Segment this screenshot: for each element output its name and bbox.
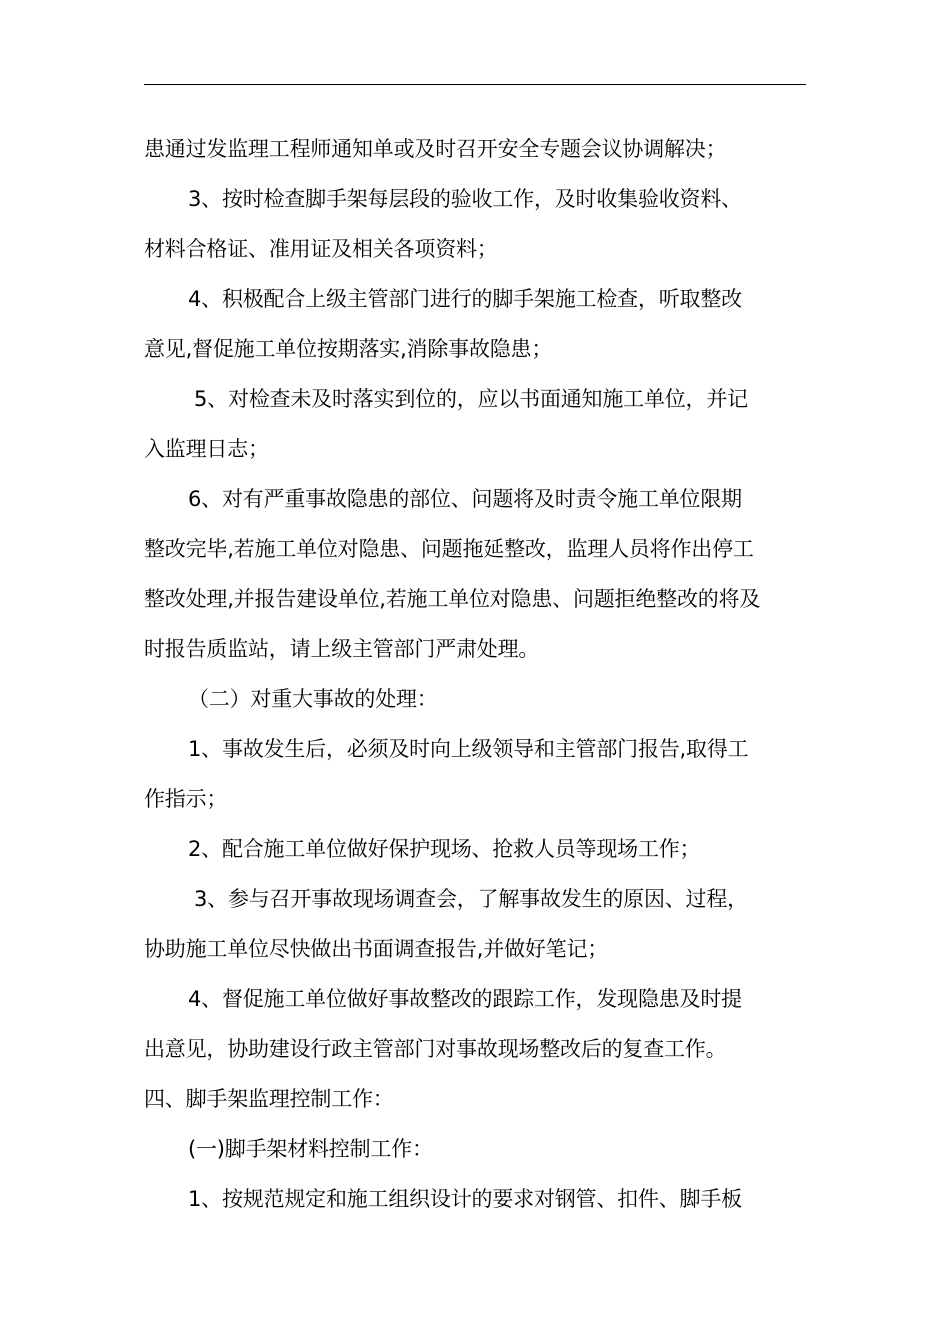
text-line: 患通过发监理工程师通知单或及时召开安全专题会议协调解决； (144, 137, 727, 161)
header-rule (144, 84, 806, 85)
section-heading: 四、脚手架监理控制工作： (144, 1087, 394, 1111)
text-line: 3、参与召开事故现场调查会，了解事故发生的原因、过程， (194, 887, 748, 911)
text-line: 6、对有严重事故隐患的部位、问题将及时责令施工单位限期 (188, 487, 742, 511)
text-line: 材料合格证、准用证及相关各项资料； (144, 237, 498, 261)
text-line: 2、配合施工单位做好保护现场、抢救人员等现场工作； (188, 837, 701, 861)
text-line: 1、按规范规定和施工组织设计的要求对钢管、扣件、脚手板 (188, 1187, 742, 1211)
text-line: 出意见，协助建设行政主管部门对事故现场整改后的复查工作。 (144, 1037, 727, 1061)
text-line: 1、事故发生后，必须及时向上级领导和主管部门报告,取得工 (188, 737, 749, 761)
subsection-heading: (一)脚手架材料控制工作： (188, 1137, 433, 1161)
text-line: 入监理日志； (144, 437, 269, 461)
text-line: 5、对检查未及时落实到位的，应以书面通知施工单位，并记 (194, 387, 748, 411)
document-body (144, 124, 808, 1224)
text-line: 整改处理,并报告建设单位,若施工单位对隐患、问题拒绝整改的将及 (144, 587, 761, 611)
text-line: 整改完毕,若施工单位对隐患、问题拖延整改，监理人员将作出停工 (144, 537, 754, 561)
text-line: 协助施工单位尽快做出书面调查报告,并做好笔记； (144, 937, 609, 961)
text-line: 时报告质监站，请上级主管部门严肃处理。 (144, 637, 540, 661)
text-line: 作指示； (144, 787, 228, 811)
section-heading: （二）对重大事故的处理： (188, 687, 438, 711)
text-line: 4、督促施工单位做好事故整改的跟踪工作，发现隐患及时提 (188, 987, 742, 1011)
text-line: 4、积极配合上级主管部门进行的脚手架施工检查，听取整改 (188, 287, 742, 311)
text-line: 意见,督促施工单位按期落实,消除事故隐患； (144, 337, 553, 361)
text-line: 3、按时检查脚手架每层段的验收工作，及时收集验收资料、 (188, 187, 742, 211)
